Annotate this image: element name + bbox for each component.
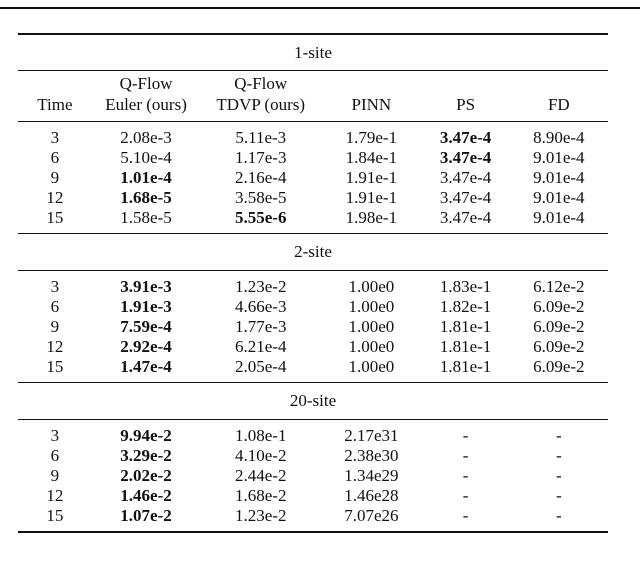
table-cell: 3.47e-4 bbox=[439, 128, 492, 147]
header-pinn bbox=[321, 71, 421, 122]
table-cell: 3 bbox=[50, 277, 60, 296]
table-cell: 1.00e0 bbox=[348, 297, 395, 316]
table-cell: 3.47e-4 bbox=[439, 168, 492, 187]
table-cell: 6.21e-4 bbox=[235, 337, 287, 356]
table-row bbox=[18, 466, 608, 486]
table-cell: 3 bbox=[50, 128, 60, 147]
table-cell: - bbox=[555, 486, 562, 505]
section-label-row bbox=[18, 35, 608, 71]
table-cell: 2.02e-2 bbox=[120, 466, 172, 485]
table-cell: 6.12e-2 bbox=[533, 277, 585, 296]
table-cell: 1.84e-1 bbox=[345, 148, 398, 167]
table-cell: 2.92e-4 bbox=[120, 337, 172, 356]
table-cell: 1.81e-1 bbox=[439, 337, 492, 356]
table-row bbox=[18, 420, 608, 446]
table-cell: 15 bbox=[46, 357, 64, 376]
table-cell: 6 bbox=[50, 148, 60, 167]
section-label: 2-site bbox=[294, 242, 332, 261]
table-cell: 1.47e-4 bbox=[120, 357, 172, 376]
table-cell: 3.91e-3 bbox=[120, 277, 172, 296]
table-cell: 1.83e-1 bbox=[439, 277, 492, 296]
table-cell: 9 bbox=[50, 466, 60, 485]
table-cell: 12 bbox=[46, 486, 64, 505]
table-cell: 1.08e-1 bbox=[235, 426, 287, 445]
table-cell: 3.29e-2 bbox=[120, 446, 172, 465]
header-qflow-tdvp-line: TDVP (ours) bbox=[216, 95, 306, 114]
table-cell: 1.68e-5 bbox=[120, 188, 172, 207]
table-cell: - bbox=[555, 506, 562, 525]
table-row bbox=[18, 148, 608, 168]
table-row bbox=[18, 446, 608, 466]
table-cell: 1.79e-1 bbox=[345, 128, 398, 147]
table-cell: 12 bbox=[46, 188, 64, 207]
header-ps bbox=[422, 71, 510, 122]
table-row bbox=[18, 297, 608, 317]
section-label-row bbox=[18, 234, 608, 271]
table-cell: - bbox=[462, 426, 469, 445]
header-fd bbox=[510, 71, 608, 122]
section-label-row bbox=[18, 383, 608, 420]
table-cell: 6.09e-2 bbox=[533, 317, 585, 336]
table-cell: 1.81e-1 bbox=[439, 317, 492, 336]
table-cell: 1.00e0 bbox=[348, 357, 395, 376]
table-cell: 1.82e-1 bbox=[439, 297, 492, 316]
header-ps-line: PS bbox=[456, 95, 476, 114]
table-cell: 1.34e29 bbox=[344, 466, 399, 485]
table-cell: 1.01e-4 bbox=[120, 168, 172, 187]
table-cell: 2.08e-3 bbox=[120, 128, 172, 147]
table-row bbox=[18, 188, 608, 208]
section-label: 1-site bbox=[294, 42, 332, 62]
table-cell: 1.91e-1 bbox=[345, 168, 398, 187]
table-cell: 8.90e-4 bbox=[533, 128, 585, 147]
table-cell: 9.01e-4 bbox=[533, 168, 585, 187]
table-cell: 9.01e-4 bbox=[533, 148, 585, 167]
table-cell: 5.10e-4 bbox=[120, 148, 172, 167]
previous-page-cut-heading bbox=[0, 0, 640, 10]
table-cell: 9.01e-4 bbox=[533, 188, 585, 207]
table-cell: - bbox=[462, 486, 469, 505]
table-cell: 1.91e-1 bbox=[345, 188, 398, 207]
table-row bbox=[18, 317, 608, 337]
table-cell: 1.00e0 bbox=[348, 337, 395, 356]
table-row bbox=[18, 337, 608, 357]
table-cell: 3.47e-4 bbox=[439, 148, 492, 167]
table-cell: 15 bbox=[46, 208, 64, 227]
table-cell: 6.09e-2 bbox=[533, 337, 585, 356]
table-bottom-rule bbox=[18, 532, 608, 533]
table-cell: 2.17e31 bbox=[344, 426, 399, 445]
table-cell: 9.94e-2 bbox=[120, 426, 172, 445]
table-cell: 1.23e-2 bbox=[235, 277, 287, 296]
header-pinn-line: PINN bbox=[351, 95, 392, 114]
table-caption-cut bbox=[0, 567, 640, 584]
table-cell: 2.16e-4 bbox=[235, 168, 287, 187]
table-row bbox=[18, 168, 608, 188]
table-cell: - bbox=[462, 446, 469, 465]
results-table bbox=[18, 33, 608, 533]
table-cell: - bbox=[555, 426, 562, 445]
header-time-line: Time bbox=[37, 95, 73, 114]
table-cell: 1.68e-2 bbox=[235, 486, 287, 505]
table-cell: 1.81e-1 bbox=[439, 357, 492, 376]
table-cell: 4.10e-2 bbox=[235, 446, 287, 465]
table-cell: 4.66e-3 bbox=[235, 297, 287, 316]
table-cell: 1.77e-3 bbox=[235, 317, 287, 336]
table-cell: 7.59e-4 bbox=[120, 317, 172, 336]
header-qflow-tdvp-line: Q-Flow bbox=[234, 74, 288, 93]
table-cell: 9.01e-4 bbox=[533, 208, 585, 227]
section-label: 20-site bbox=[289, 391, 337, 410]
table-cell: 2.38e30 bbox=[344, 446, 399, 465]
table-cell: 12 bbox=[46, 337, 64, 356]
table-cell: 1.98e-1 bbox=[345, 208, 398, 227]
header-qflow-euler-line: Euler (ours) bbox=[105, 95, 187, 114]
header-fd-line: FD bbox=[547, 95, 570, 114]
table-row bbox=[18, 271, 608, 297]
table-cell: 1.58e-5 bbox=[120, 208, 172, 227]
table-cell: 15 bbox=[46, 506, 64, 525]
table-cell: 3 bbox=[50, 426, 60, 445]
table-cell: 6 bbox=[50, 297, 60, 316]
header-qflow-euler bbox=[92, 71, 201, 122]
table-row bbox=[18, 357, 608, 383]
table-cell: 3.47e-4 bbox=[439, 188, 492, 207]
table-row bbox=[18, 208, 608, 234]
table-cell: 2.44e-2 bbox=[235, 466, 287, 485]
table-cell: - bbox=[555, 466, 562, 485]
table-row bbox=[18, 122, 608, 148]
header-time bbox=[18, 71, 92, 122]
table-cell: 3.47e-4 bbox=[439, 208, 492, 227]
table-cell: 9 bbox=[50, 317, 60, 336]
table-cell: 5.11e-3 bbox=[235, 128, 287, 147]
table-cell: 1.17e-3 bbox=[235, 148, 287, 167]
table-cell: - bbox=[462, 506, 469, 525]
table-cell: 9 bbox=[50, 168, 60, 187]
column-header-row bbox=[18, 71, 608, 122]
table-cell: 1.00e0 bbox=[348, 277, 395, 296]
table-row bbox=[18, 486, 608, 506]
header-qflow-tdvp bbox=[200, 71, 321, 122]
table-cell: 1.00e0 bbox=[348, 317, 395, 336]
table-row bbox=[18, 506, 608, 532]
table-cell: 2.05e-4 bbox=[235, 357, 287, 376]
table-cell: 1.46e-2 bbox=[120, 486, 172, 505]
table-cell: 1.91e-3 bbox=[120, 297, 172, 316]
table-cell: 1.46e28 bbox=[344, 486, 399, 505]
table-cell: 7.07e26 bbox=[344, 506, 399, 525]
table-cell: 6 bbox=[50, 446, 60, 465]
table-cell: - bbox=[555, 446, 562, 465]
table-cell: 5.55e-6 bbox=[235, 208, 287, 227]
table-cell: - bbox=[462, 466, 469, 485]
table-cell: 6.09e-2 bbox=[533, 357, 585, 376]
top-page-rule bbox=[0, 7, 640, 9]
table-cell: 1.23e-2 bbox=[235, 506, 287, 525]
table-cell: 3.58e-5 bbox=[235, 188, 287, 207]
table-cell: 6.09e-2 bbox=[533, 297, 585, 316]
table-cell: 1.07e-2 bbox=[120, 506, 172, 525]
header-qflow-euler-line: Q-Flow bbox=[119, 74, 173, 93]
